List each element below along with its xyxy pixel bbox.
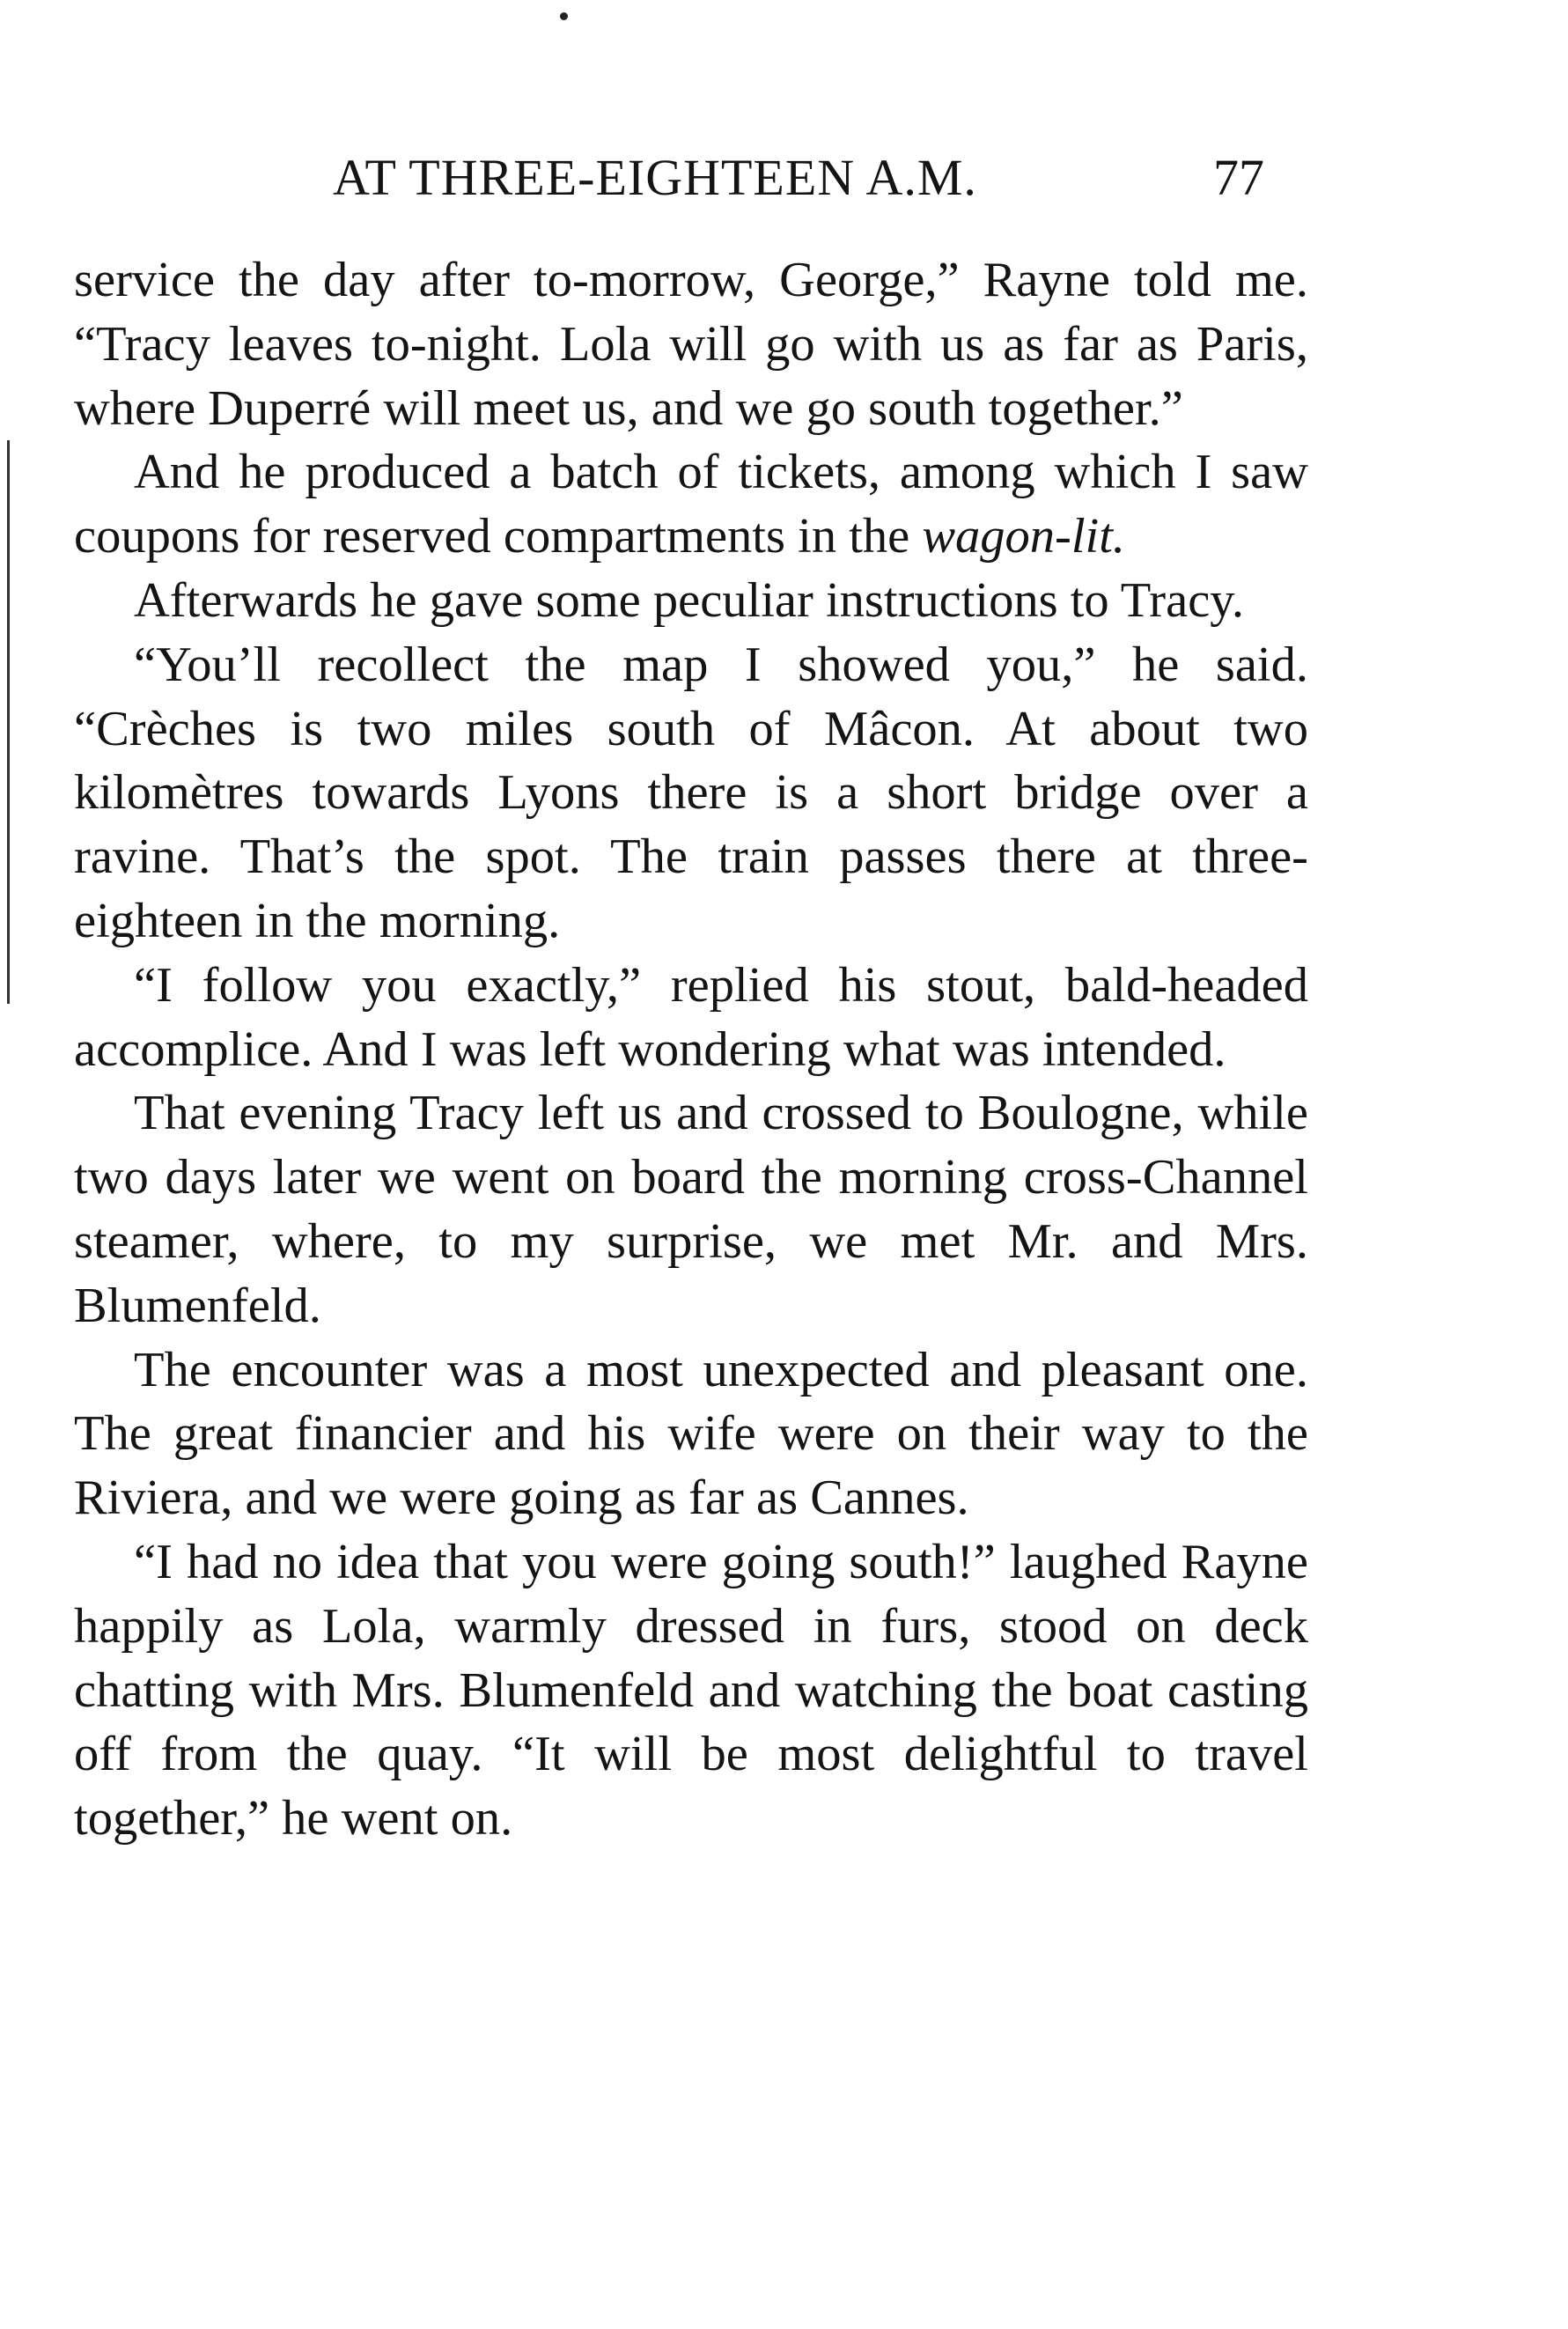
running-head: AT THREE-EIGHTEEN A.M. — [333, 149, 977, 206]
print-speck — [560, 12, 568, 20]
paragraph: “I follow you exactly,” replied his stout, bald-headed accomplice. And I was left wondering what was intended. — [74, 957, 1308, 1077]
paragraph: service the day after to-morrow, George,” Rayne told me. “Tracy leaves to-night. Lola will go with us as far as Paris, where Duperré will meet us, and we go south together.” — [74, 253, 1308, 436]
paragraph: “You’ll recollect the map I showed you,” he said. “Crèches is two miles south of Mâcon. At about two kilomètres towards Lyons there is a short bridge over a ravine. That’s the spot. The train passes there at three-eighteen in the morning. — [74, 637, 1308, 948]
paragraph: Afterwards he gave some peculiar instructions to Tracy. — [134, 572, 1244, 628]
italic-term: wagon-lit. — [922, 509, 1126, 564]
paragraph: And he produced a batch of tickets, among which I saw coupons for reserved compartments in the wagon-lit. — [74, 445, 1308, 564]
paragraph: That evening Tracy left us and crossed to Boulogne, while two days later we went on board the morning cross-Channel steamer, where, to my surprise, we met Mr. and Mrs. Blumenfeld. — [74, 1086, 1308, 1333]
paragraph: “I had no idea that you were going south!” laughed Rayne happily as Lola, warmly dressed in furs, stood on deck chatting with Mrs. Blumenfeld and watching the boat casting off from the quay. “It will be most delightful to travel together,” he went on. — [74, 1534, 1308, 1846]
page-header — [0, 145, 1568, 210]
body-text — [74, 248, 1308, 1851]
paragraph: The encounter was a most unexpected and pleasant one. The great financier and his wife were on their way to the Riviera, and we were going as far as Cannes. — [74, 1342, 1308, 1526]
margin-rule — [7, 440, 10, 1004]
page-number: 77 — [1213, 149, 1264, 206]
